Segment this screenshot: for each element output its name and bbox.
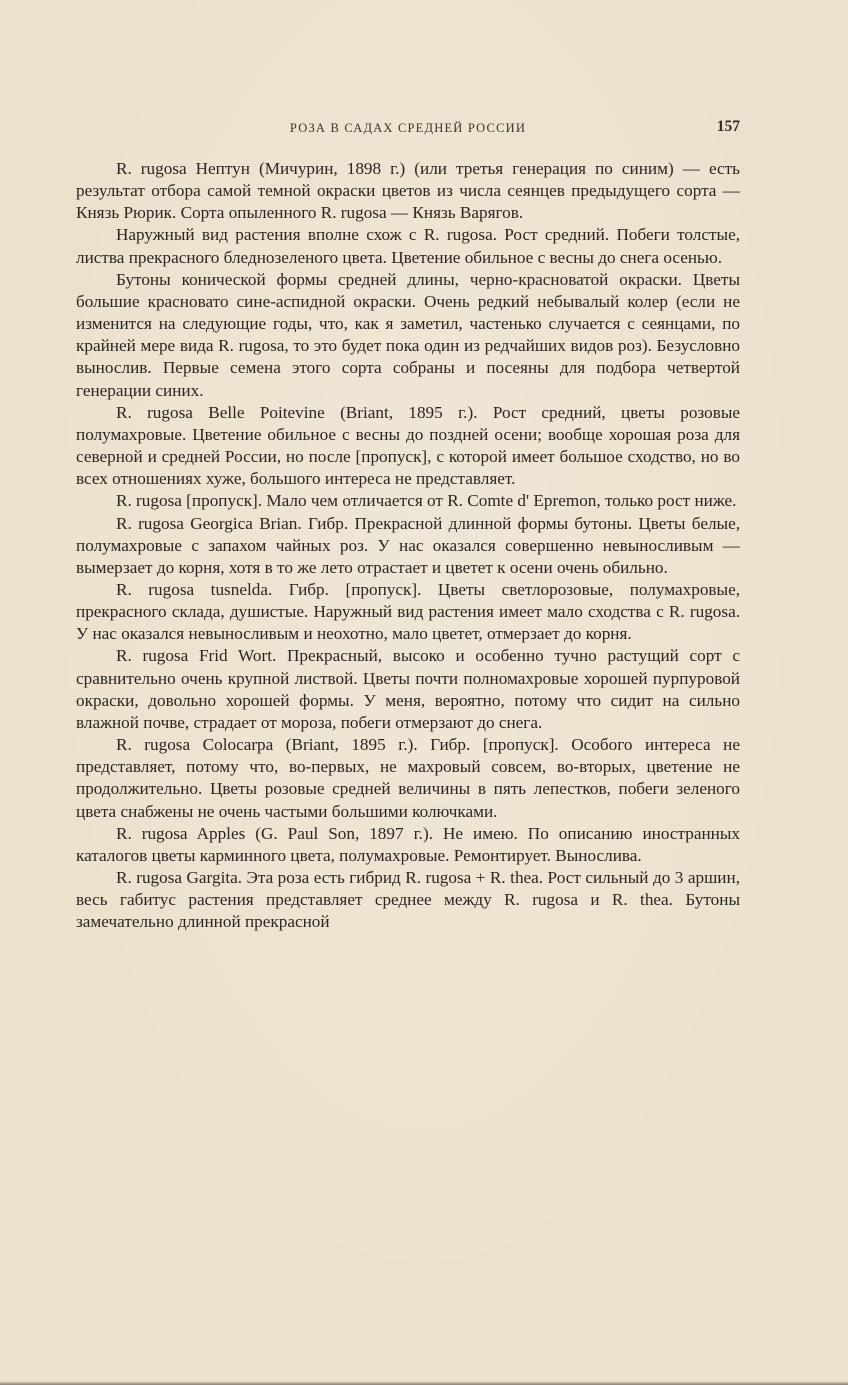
paragraph-belle-poitevine: R. rugosa Belle Poitevine (Briant, 1895 г.). Рост средний, цветы розовые полумахровые. Цветение обильное с весны до поздней осени; вообще хорошая роза для северной и средней России, но после [пропуск], с которой имеет большое сходство, но во всех отношениях хуже, большого интереса не представляет. xyxy=(76,402,740,489)
paragraph-unknown-variety: R. rugosa [пропуск]. Мало чем отличается от R. Comte d' Epremon, только рост ниже. xyxy=(116,491,737,511)
paragraph-buds: Бутоны конической формы средней длины, черно-красноватой окраски. Цветы большие красновато сине-аспидной окраски. Очень редкий небывалый колер (если не изменится на следующие годы, что, как я заметил, частенько случается с сеянцами, по крайней мере вида R. rugosa, то это будет пока один из редчайших видов роз). Безусловно вынослив. Первые семена этого сорта собраны и посеяны для подбора четвертой генерации синих. xyxy=(76,269,740,400)
paragraph-colocarpa: R. rugosa Colocarpa (Briant, 1895 г.). Гибр. [пропуск]. Особого интереса не представляет, потому что, во-первых, не махровый совсем, во-вторых, цветение не продолжительно. Цветы розовые средней величины в пять лепестков, побеги зеленого цвета снабжены не очень частыми большими колючками. xyxy=(76,735,740,821)
paragraph-neptun: R. rugosa Нептун (Мичурин, 1898 г.) (или третья генерация по синим) — есть результат отбора самой темной окраски цветов из числа сеянцев предыдущего сорта — Князь Рюрик. Сорта опыленного R. rugosa — Князь Варягов. xyxy=(76,159,740,223)
paragraph-tusnelda: R. rugosa tusnelda. Гибр. [пропуск]. Цветы светлорозовые, полумахровые, прекрасного склада, душистые. Наружный вид растения имеет мало сходства с R. rugosa. У нас оказался невыносливым и неохотно, мало цветет, отмерзает до корня. xyxy=(76,579,740,644)
page-number: 157 xyxy=(716,118,740,135)
body-text xyxy=(76,158,740,933)
running-title: РОЗА В САДАХ СРЕДНЕЙ РОССИИ xyxy=(289,121,527,135)
paragraph-appearance: Наружный вид растения вполне схож с R. rugosa. Рост средний. Побеги толстые, листва прекрасного бледнозеленого цвета. Цветение обильное с весны до снега осенью. xyxy=(76,225,740,267)
paragraph-apples: R. rugosa Apples (G. Paul Son, 1897 г.). Не имею. По описанию иностранных каталогов цветы карминного цвета, полумахровые. Ремонтирует. Вынослива. xyxy=(76,823,740,865)
paragraph-georgica: R. rugosa Georgica Brian. Гибр. Прекрасной длинной формы бутоны. Цветы белые, полумахровые с запахом чайных роз. У нас оказался совершенно невыносливым — вымерзает до корня, хотя в то же лето отрастает и цветет к осени очень обильно. xyxy=(76,513,740,577)
page-header xyxy=(76,118,740,138)
paragraph-frid-wort: R. rugosa Frid Wort. Прекрасный, высоко и особенно тучно растущий сорт с сравнительно очень крупной листвой. Цветы почти полномахровые хорошей пурпуровой окраски, довольно хорошей формы. У меня, вероятно, потому что сидит на сильно влажной почве, страдает от мороза, побеги отмерзают до снега. xyxy=(76,646,740,732)
page-bottom-edge xyxy=(0,1381,848,1385)
paragraph-gargita: R. rugosa Gargita. Эта роза есть гибрид R. rugosa + R. thea. Рост сильный до 3 аршин, весь габитус растения представляет среднее между R. rugosa и R. thea. Бутоны замечательно длинной прекрасной xyxy=(76,868,740,932)
